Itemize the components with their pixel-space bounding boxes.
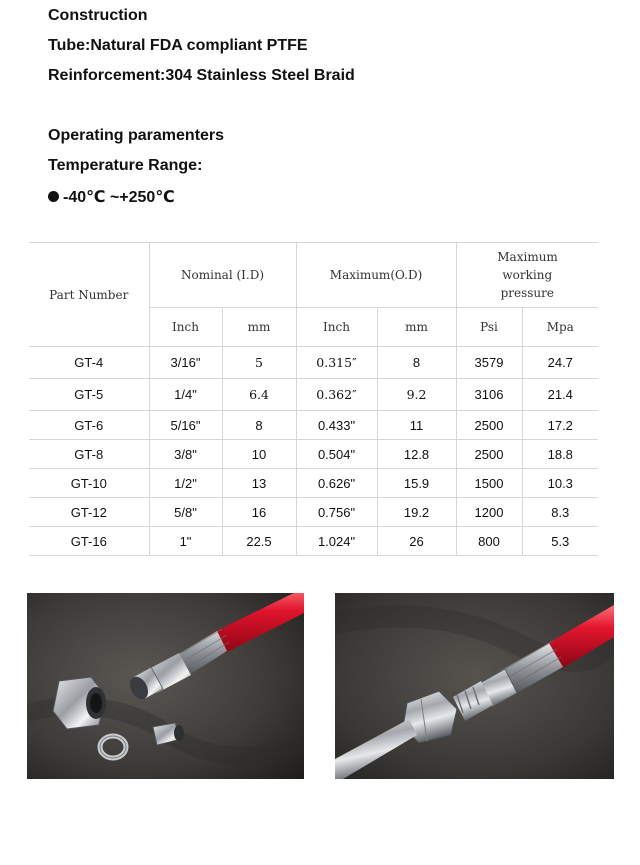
fitting-parts-image (27, 593, 304, 779)
unit-header: mm (377, 308, 456, 347)
max-pressure-header (456, 243, 598, 308)
part-number-cell: GT-4 (29, 347, 149, 379)
table-cell: 13 (222, 469, 296, 498)
table-cell: 800 (456, 527, 522, 556)
table-cell: 0.433" (296, 411, 377, 440)
product-photo-assembled (335, 593, 614, 779)
temperature-value: -40℃ ~+250℃ (63, 189, 175, 206)
maximum-od-header: Maximum(O.D) (296, 243, 456, 308)
max-pressure-label: Maximum working pressure (497, 250, 558, 300)
table-cell: 8.3 (522, 498, 598, 527)
table-cell: 24.7 (522, 347, 598, 379)
table-cell: 19.2 (377, 498, 456, 527)
table-row (29, 440, 598, 469)
temperature-value-line (48, 187, 175, 207)
table-cell: 17.2 (522, 411, 598, 440)
table-row (29, 469, 598, 498)
table-cell: 1.024" (296, 527, 377, 556)
table-cell: 1500 (456, 469, 522, 498)
assembled-hose-image (335, 593, 614, 779)
table-cell: 3579 (456, 347, 522, 379)
table-cell: 5/8" (149, 498, 222, 527)
table-cell: 2500 (456, 411, 522, 440)
table-row (29, 498, 598, 527)
table-cell: 1/4" (149, 379, 222, 411)
table-cell: 8 (377, 347, 456, 379)
table-cell: 22.5 (222, 527, 296, 556)
table-cell: 0.315″ (296, 347, 377, 379)
part-number-cell: GT-8 (29, 440, 149, 469)
table-cell: 0.362″ (296, 379, 377, 411)
table-row (29, 411, 598, 440)
table-cell: 5/16" (149, 411, 222, 440)
unit-header: Inch (296, 308, 377, 347)
part-number-header: Part Number (29, 243, 149, 347)
table-cell: 3/8" (149, 440, 222, 469)
table-cell: 5 (222, 347, 296, 379)
construction-heading: Construction (48, 7, 148, 24)
product-photo-disassembled (27, 593, 304, 779)
table-cell: 10.3 (522, 469, 598, 498)
table-cell: 21.4 (522, 379, 598, 411)
part-number-cell: GT-12 (29, 498, 149, 527)
table-cell: 6.4 (222, 379, 296, 411)
table-cell: 11 (377, 411, 456, 440)
table-cell: 2500 (456, 440, 522, 469)
table-cell: 3106 (456, 379, 522, 411)
table-row (29, 379, 598, 411)
table-cell: 26 (377, 527, 456, 556)
bullet-icon (48, 191, 59, 202)
table-cell: 18.8 (522, 440, 598, 469)
table-cell: 10 (222, 440, 296, 469)
unit-header: mm (222, 308, 296, 347)
part-number-cell: GT-10 (29, 469, 149, 498)
table-cell: 8 (222, 411, 296, 440)
table-cell: 0.626" (296, 469, 377, 498)
table-cell: 15.9 (377, 469, 456, 498)
table-cell: 3/16" (149, 347, 222, 379)
tube-spec: Tube:Natural FDA compliant PTFE (48, 37, 308, 54)
temperature-label: Temperature Range: (48, 157, 203, 174)
table-cell: 1/2" (149, 469, 222, 498)
part-number-cell: GT-6 (29, 411, 149, 440)
part-number-cell: GT-5 (29, 379, 149, 411)
table-cell: 9.2 (377, 379, 456, 411)
table-row (29, 527, 598, 556)
unit-header: Mpa (522, 308, 598, 347)
table-cell: 12.8 (377, 440, 456, 469)
table-cell: 16 (222, 498, 296, 527)
operating-heading: Operating paramenters (48, 127, 225, 144)
part-number-cell: GT-16 (29, 527, 149, 556)
table-cell: 1" (149, 527, 222, 556)
unit-header: Inch (149, 308, 222, 347)
reinforcement-spec: Reinforcement:304 Stainless Steel Braid (48, 67, 355, 84)
table-cell: 0.504" (296, 440, 377, 469)
table-cell: 1200 (456, 498, 522, 527)
table-cell: 5.3 (522, 527, 598, 556)
table-row (29, 347, 598, 379)
table-cell: 0.756" (296, 498, 377, 527)
unit-header: Psi (456, 308, 522, 347)
nominal-header: Nominal (I.D) (149, 243, 296, 308)
spec-table (29, 242, 598, 556)
